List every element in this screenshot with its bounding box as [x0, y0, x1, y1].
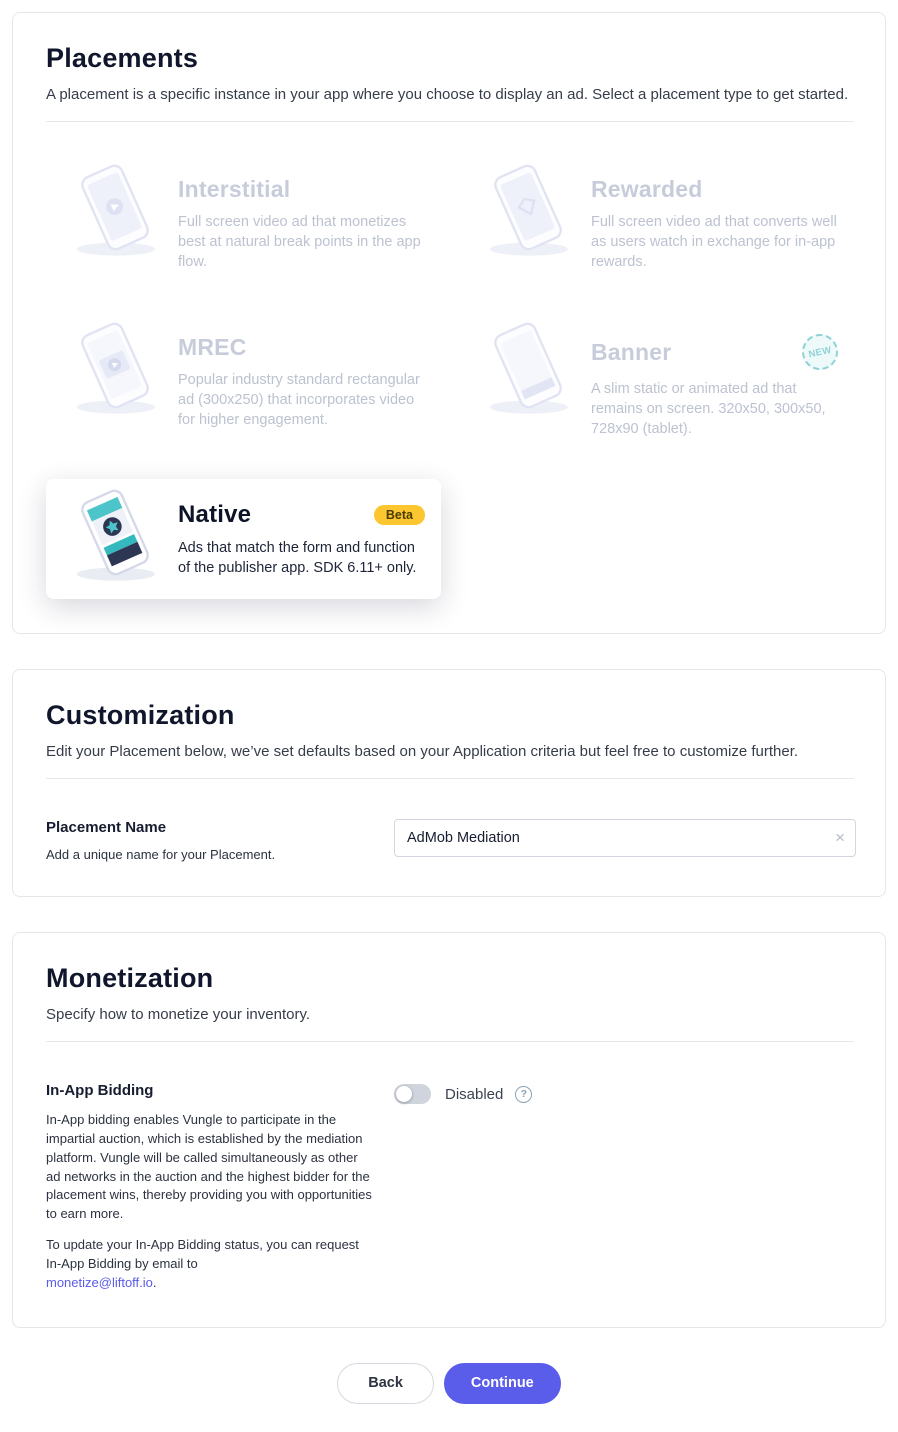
new-badge: NEW	[799, 331, 842, 374]
placement-type-native[interactable]	[46, 479, 441, 599]
placement-type-description: Full screen video ad that monetizes best at natural break points in the app flow.	[178, 214, 421, 270]
footer-actions	[12, 1363, 886, 1404]
placement-type-title: Banner	[591, 338, 672, 365]
customization-subtitle: Edit your Placement below, we’ve set defaults based on your Application criteria but feel free to customize further.	[46, 743, 799, 760]
in-app-bidding-update-note: To update your In-App Bidding status, you can request In-App Bidding by email to monetize@liftoff.io.	[46, 1237, 359, 1290]
placement-name-input[interactable]	[394, 819, 856, 857]
in-app-bidding-row	[46, 1082, 854, 1293]
clear-input-icon[interactable]: ×	[835, 828, 845, 848]
continue-button[interactable]: Continue	[444, 1363, 561, 1404]
in-app-bidding-status: Disabled	[445, 1085, 504, 1103]
placement-type-mrec[interactable]	[46, 312, 441, 453]
help-icon[interactable]: ?	[515, 1086, 532, 1103]
placement-type-title: Native	[178, 501, 252, 528]
divider	[46, 778, 854, 779]
empty-grid-cell	[459, 479, 854, 599]
back-button[interactable]: Back	[337, 1363, 434, 1404]
placement-type-interstitial[interactable]	[46, 154, 441, 286]
placement-type-description: Ads that match the form and function of the publisher app. SDK 6.11+ only.	[178, 540, 417, 576]
monetization-title: Monetization	[46, 963, 214, 993]
customization-card	[12, 669, 886, 897]
placement-type-rewarded[interactable]	[459, 154, 854, 286]
native-phone-icon	[62, 489, 166, 585]
beta-badge: Beta	[374, 505, 425, 526]
placement-name-helper: Add a unique name for your Placement.	[46, 847, 276, 862]
divider	[46, 121, 854, 122]
placement-type-banner[interactable]	[459, 312, 854, 453]
in-app-bidding-description: In-App bidding enables Vungle to participate in the impartial auction, which is established by the mediation platform. Vungle will be called simultaneously as other ad networks in the auction and the highest bidder for the placement wins, thereby providing you with opportunities to earn more.	[46, 1112, 372, 1222]
placement-type-title: Rewarded	[591, 176, 703, 202]
placement-type-title: MREC	[178, 334, 247, 360]
placement-type-description: Popular industry standard rectangular ad (300x250) that incorporates video for higher engagement.	[178, 372, 420, 428]
rewarded-phone-icon	[475, 164, 579, 260]
customization-title: Customization	[46, 700, 235, 730]
mrec-phone-icon	[62, 322, 166, 418]
banner-phone-icon	[475, 322, 579, 418]
in-app-bidding-label: In-App Bidding	[46, 1082, 154, 1099]
monetization-subtitle: Specify how to monetize your inventory.	[46, 1006, 311, 1023]
divider	[46, 1041, 854, 1042]
placements-title: Placements	[46, 43, 199, 73]
placement-type-description: Full screen video ad that converts well as users watch in exchange for in-app rewards.	[591, 214, 837, 270]
monetize-email-link[interactable]: monetize@liftoff.io	[46, 1274, 153, 1290]
placement-name-label: Placement Name	[46, 819, 167, 836]
interstitial-phone-icon	[62, 164, 166, 260]
monetization-card	[12, 932, 886, 1328]
placement-type-title: Interstitial	[178, 176, 291, 202]
placement-type-grid	[46, 154, 854, 599]
placement-name-row	[46, 819, 854, 862]
in-app-bidding-toggle[interactable]	[394, 1084, 431, 1104]
toggle-knob	[396, 1086, 412, 1102]
placement-type-description: A slim static or animated ad that remains on screen. 320x50, 300x50, 728x90 (tablet).	[591, 381, 826, 437]
placements-card	[12, 12, 886, 634]
placements-subtitle: A placement is a specific instance in your app where you choose to display an ad. Select a placement type to get started.	[46, 86, 849, 103]
